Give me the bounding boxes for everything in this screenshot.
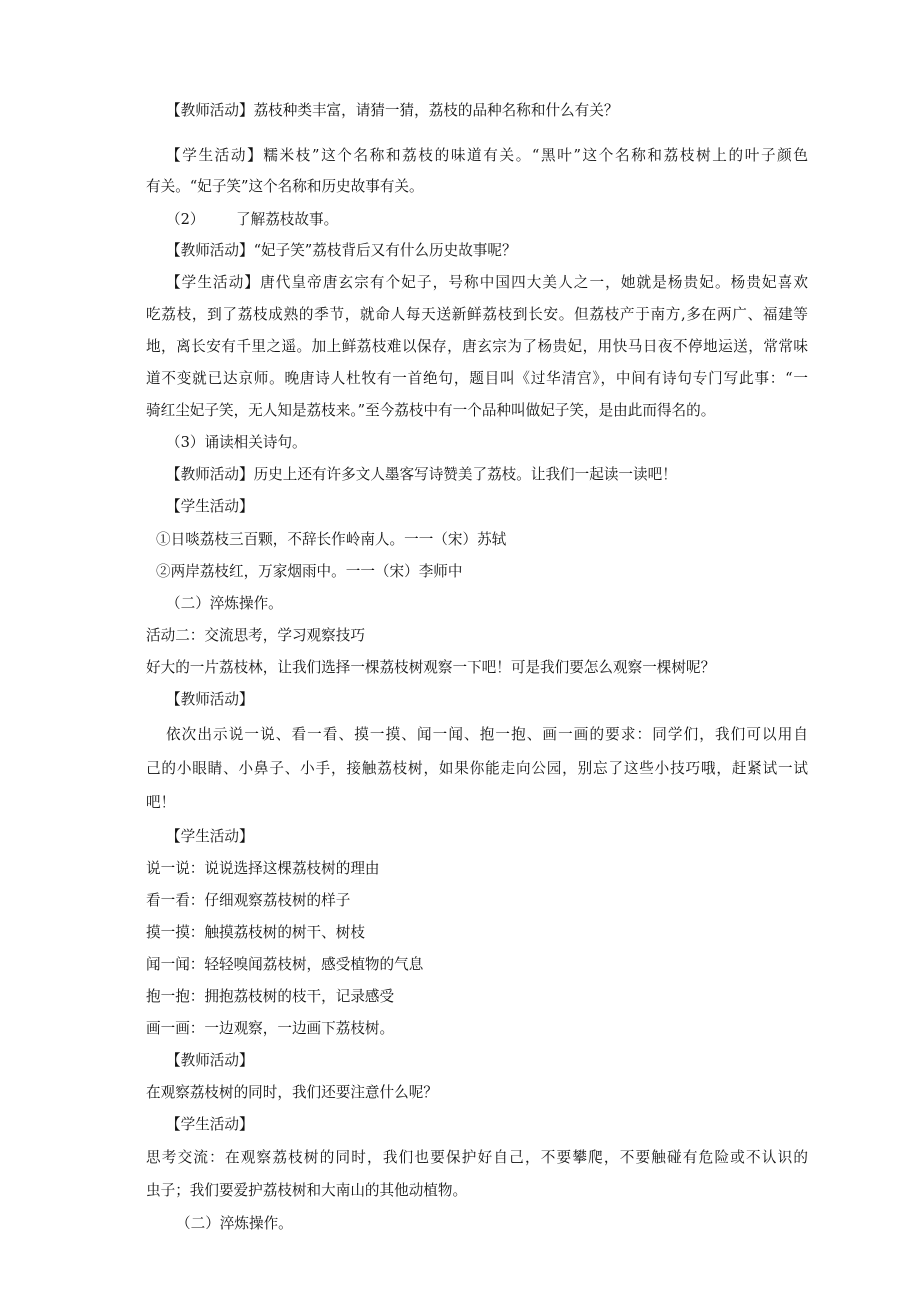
paragraph-line: 吧！: [146, 794, 176, 811]
section-heading: （二）淬炼操作。: [176, 1215, 293, 1232]
paragraph-line: 在观察荔枝树的同时，我们还要注意什么呢？: [146, 1084, 438, 1101]
paragraph-line: 思考交流：在观察荔枝树的同时，我们也要保护好自己，不要攀爬，不要触碰有危险或不认识的: [146, 1149, 808, 1166]
poem-line: ②两岸荔枝红，万家烟雨中。一一（宋）李师中: [156, 563, 463, 580]
paragraph-line: 地，离长安有千里之遥。加上鲜荔枝难以保存，唐玄宗为了杨贵妃，用快马日夜不停地运送，常常味: [146, 338, 808, 355]
section-heading: （3）诵读相关诗句。: [166, 434, 307, 451]
activity-label: 【学生活动】: [166, 1116, 254, 1133]
section-heading: （二）淬炼操作。: [166, 595, 283, 612]
paragraph-line: 虫子；我们要爱护荔枝树和大南山的其他动植物。: [146, 1182, 468, 1199]
activity-title: 活动二：交流思考，学习观察技巧: [146, 627, 365, 644]
paragraph-line: 吃荔枝，到了荔枝成熟的季节，就命人每天送新鲜荔枝到长安。但荔枝产于南方,多在两广、福建等: [146, 306, 808, 323]
paragraph-line: 【教师活动】“妃子笑”荔枝背后又有什么历史故事呢？: [166, 242, 517, 259]
paragraph-line: 【学生活动】糯米枝”这个名称和荔枝的味道有关。“黑叶”这个名称和荔枝树上的叶子颜色: [166, 147, 808, 164]
paragraph-line: 【教师活动】荔枝种类丰富，请猜一猜，荔枝的品种名称和什么有关？: [166, 102, 619, 119]
activity-label: 【学生活动】: [166, 498, 254, 515]
paragraph-line: 道不变就已达京师。晚唐诗人杜牧有一首绝句，题目叫《过华清宫》，中间有诗句专门写此事：“一: [146, 370, 808, 387]
activity-label: 【学生活动】: [166, 828, 254, 845]
paragraph-line: 有关。“妃子笑”这个名称和历史故事有关。: [146, 178, 424, 195]
list-item: 闻一闻：轻轻嗅闻荔枝树，感受植物的气息: [146, 956, 424, 973]
list-item: 摸一摸：触摸荔枝树的树干、树枝: [146, 924, 365, 941]
paragraph-line: 【教师活动】历史上还有许多文人墨客写诗赞美了荔枝。让我们一起读一读吧！: [166, 466, 677, 483]
list-item: 抱一抱：拥抱荔枝树的枝干，记录感受: [146, 988, 395, 1005]
poem-line: ①日啖荔枝三百颗，不辞长作岭南人。一一（宋）苏轼: [156, 531, 507, 548]
paragraph-line: 己的小眼睛、小鼻子、小手，接触荔枝树，如果你能走向公园，别忘了这些小技巧哦，赶紧试一试: [146, 760, 808, 777]
activity-label: 【教师活动】: [166, 691, 254, 708]
list-number: （2）: [166, 211, 205, 228]
paragraph-line: 【学生活动】唐代皇帝唐玄宗有个妃子，号称中国四大美人之一，她就是杨贵妃。杨贵妃喜欢: [166, 274, 808, 291]
paragraph-line: 依次出示说一说、看一看、摸一摸、闻一闻、抱一抱、画一画的要求：同学们，我们可以用自: [166, 726, 808, 743]
list-item: 说一说：说说选择这棵荔枝树的理由: [146, 860, 380, 877]
paragraph-line: 骑红尘妃子笑，无人知是荔枝来。”至今荔枝中有一个品种叫做妃子笑，是由此而得名的。: [146, 402, 716, 419]
section-heading: 了解荔枝故事。: [236, 211, 339, 228]
activity-label: 【教师活动】: [166, 1052, 254, 1069]
list-item: 画一画：一边观察，一边画下荔枝树。: [146, 1020, 395, 1037]
list-item: 看一看：仔细观察荔枝树的样子: [146, 892, 351, 909]
paragraph-line: 好大的一片荔枝林，让我们选择一棵荔枝树观察一下吧！可是我们要怎么观察一棵树呢？: [146, 659, 716, 676]
